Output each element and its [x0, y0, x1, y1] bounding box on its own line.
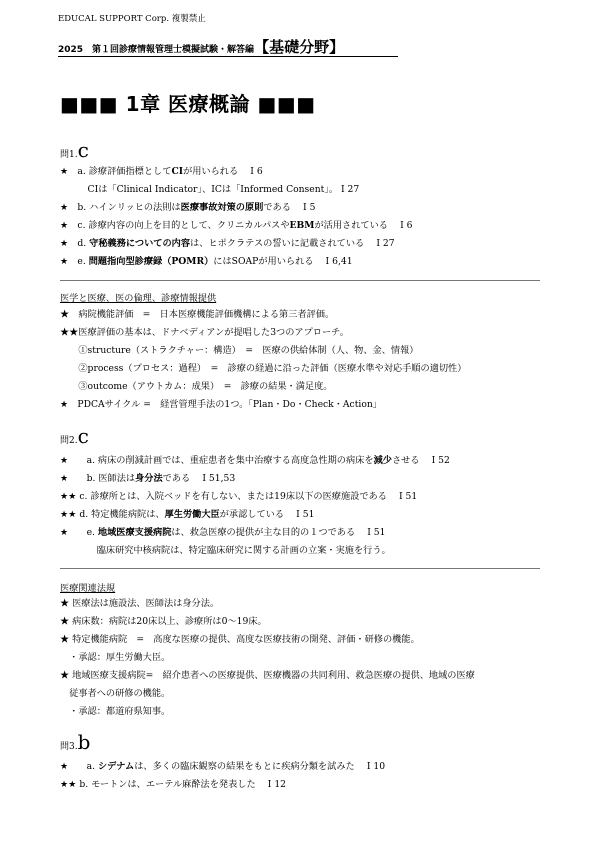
q3-item-b	[60, 779, 286, 791]
question-number: 問3.	[60, 742, 78, 752]
q2-b-rest: である I 51,53	[162, 473, 236, 484]
q2-d-rest: が承認している I 51	[219, 509, 315, 520]
q2-item-e-note	[60, 545, 391, 557]
q2-item-a	[60, 455, 450, 467]
q1-item-a-note	[60, 184, 359, 196]
sec1-line: ②process（プロセス：過程） = 診療の経過に沿った評価（医療水準や対応手順の適切性）	[60, 363, 467, 374]
q1-a-note-text: CIは「Clinical Indicator」、ICは「Informed Consent」。 I 27	[60, 184, 360, 195]
section-divider	[60, 280, 540, 281]
q1-d-bold: 守秘義務についての内容	[89, 238, 191, 249]
sec2-line: ★ 病床数：病院は20床以上、診療所は0～19床。	[60, 616, 267, 627]
question-2-heading	[60, 424, 89, 448]
q2-item-d	[60, 509, 314, 521]
sec2-line: ★ 地域医療支援病院= 紹介患者への医療提供、医療機器の共同利用、救急医療の提供、地域の医療	[60, 670, 475, 681]
sec1-line: ①structure（ストラクチャー：構造） = 医療の供給体制（人、物、金、情報）	[60, 345, 419, 356]
q1-item-a	[60, 166, 263, 178]
q3-a-bold: シデナム	[97, 761, 135, 772]
question-answer: c	[77, 138, 89, 162]
q2-d-bold: 厚生労働大臣	[164, 509, 220, 520]
copyright-notice: EDUCAL SUPPORT Corp. 複製禁止	[58, 14, 206, 24]
sec1-line: ★ PDCAサイクル = 経営管理手法の1つ。「Plan・Do・Check・Action」	[60, 399, 382, 410]
q1-c-bold: EBM	[289, 220, 315, 231]
q2-a-text: ★ a. 病床の削減計画では、重症患者を集中治療する高度急性期の病床を	[60, 455, 374, 466]
header-title: 【基礎分野】	[254, 38, 345, 56]
q1-c-text: ★ c. 診療内容の向上を目的として、クリニカルパスや	[60, 220, 290, 231]
q1-e-rest: にはSOAPが用いられる I 6,41	[213, 256, 353, 267]
q3-b-text: ★★ b. モートンは、エーテル麻酔法を発表した I 12	[60, 779, 287, 790]
q1-e-bold: 問題指向型診療録（POMR）	[88, 256, 214, 267]
q1-a-text: ★ a. 診療評価指標として	[60, 166, 172, 177]
sec2-line: ・承認：厚生労働大臣。	[60, 652, 171, 663]
q1-e-text: ★ e.	[60, 256, 89, 267]
q2-a-rest: させる I 52	[391, 455, 450, 466]
q2-e-note-text: 臨床研究中核病院は、特定臨床研究に関する計画の立案・実施を行う。	[60, 545, 391, 556]
q1-item-b	[60, 202, 315, 214]
question-answer: c	[77, 424, 89, 448]
q2-e-bold: 地域医療支援病院	[97, 527, 172, 538]
q1-item-c	[60, 220, 413, 232]
q2-item-b	[60, 473, 235, 485]
q1-b-bold: 医療事故対策の原則	[180, 202, 264, 213]
header-prefix: 2025 第１回診療情報管理士模擬試験・解答編	[58, 45, 255, 55]
q2-e-text: ★ e.	[60, 527, 98, 538]
section-divider	[60, 568, 540, 569]
question-answer: b	[77, 730, 91, 754]
q1-item-d	[60, 238, 395, 250]
q1-c-rest: が活用されている I 6	[314, 220, 413, 231]
q1-b-rest: である I 5	[263, 202, 316, 213]
q2-d-text: ★★ d. 特定機能病院は、	[60, 509, 165, 520]
q1-b-text: ★ b. ハインリッヒの法則は	[60, 202, 181, 213]
q1-d-rest: は、ヒポクラテスの誓いに記載されている I 27	[190, 238, 395, 249]
chapter-title: ■■■ 1章 医療概論 ■■■	[60, 92, 316, 116]
q1-item-e	[60, 256, 353, 268]
q2-item-c	[60, 491, 417, 503]
section-title: 医学と医療、医の倫理、診療情報提供	[60, 293, 217, 304]
section-title: 医療関連法規	[60, 583, 116, 594]
question-1-heading	[60, 138, 89, 162]
sec2-line: ★ 医療法は施設法、医師法は身分法。	[60, 598, 220, 609]
q2-item-e	[60, 527, 386, 539]
sec2-line: ★ 特定機能病院 = 高度な医療の提供、高度な医療技術の開発、評価・研修の機能。	[60, 634, 420, 645]
sec2-line: 従事者への研修の機能。	[60, 688, 171, 699]
sec1-line: ★ 病院機能評価 = 日本医療機能評価機構による第三者評価。	[60, 309, 335, 320]
q2-c-text: ★★ c. 診療所とは、入院ベッドを有しない、または19床以下の医療施設である I 51	[60, 491, 418, 502]
sec2-line: ・承認：都道府県知事。	[60, 706, 171, 717]
q2-b-bold: 身分法	[135, 473, 163, 484]
q1-d-text: ★ d.	[60, 238, 90, 249]
q3-item-a	[60, 761, 385, 773]
question-3-heading	[60, 730, 90, 754]
q2-b-text: ★ b. 医師法は	[60, 473, 136, 484]
sec1-line: ③outcome（アウトカム：成果） = 診療の結果・満足度。	[60, 381, 333, 392]
q1-a-rest: が用いられる I 6	[183, 166, 263, 177]
q1-a-bold: CI	[171, 166, 184, 177]
q2-a-bold: 減少	[373, 455, 392, 466]
q3-a-rest: は、多くの臨床観察の結果をもとに疾病分類を試みた I 10	[134, 761, 386, 772]
q3-a-text: ★ a.	[60, 761, 98, 772]
q2-e-rest: は、救急医療の提供が主な目的の１つである I 51	[171, 527, 386, 538]
question-number: 問2.	[60, 436, 78, 446]
question-number: 問1.	[60, 150, 78, 160]
document-header	[58, 36, 398, 57]
sec1-line: ★★医療評価の基本は、ドナベディアンが提唱した3つのアプローチ。	[60, 327, 349, 338]
